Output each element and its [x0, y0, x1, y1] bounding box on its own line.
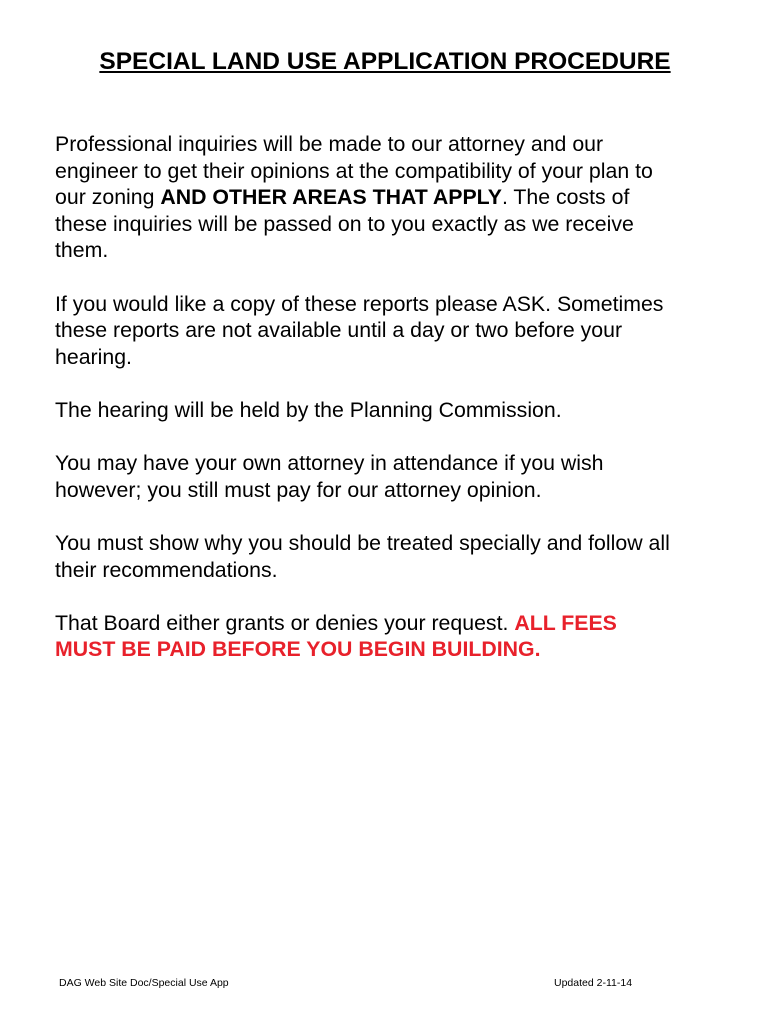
paragraph-1-line-5: them. [55, 238, 109, 263]
red-warning-text: ALL FEES [514, 610, 617, 635]
paragraph-1-line-3 [55, 184, 745, 211]
paragraph-2-line-1: If you would like a copy of these reports please ASK. Sometimes [55, 291, 664, 316]
paragraph-6-line-1 [55, 610, 745, 637]
paragraph-1-line-3-end: . The costs of [501, 185, 630, 210]
paragraph-6-line-1-start: That Board either grants or denies your request. [55, 610, 515, 635]
paragraph-1-line-4: these inquiries will be passed on to you exactly as we receive [55, 211, 634, 236]
paragraph-1-line-3-start: our zoning [55, 185, 161, 210]
paragraph-1-line-1: Professional inquiries will be made to our attorney and our [55, 132, 604, 156]
paragraph-4-line-1: You may have your own attorney in attendance if you wish [55, 451, 604, 476]
bold-emphasis: AND OTHER AREAS THAT APPLY [160, 185, 502, 210]
red-warning-line: MUST BE PAID BEFORE YOU BEGIN BUILDING. [55, 637, 541, 662]
paragraph-4-line-2: however; you still must pay for our attorney opinion. [55, 477, 542, 502]
footer-updated-date: Updated 2-11-14 [554, 977, 633, 989]
page-title: SPECIAL LAND USE APPLICATION PROCEDURE [99, 48, 671, 75]
paragraph-3-line-1: The hearing will be held by the Planning Commission. [55, 397, 562, 422]
paragraph-5-line-2: their recommendations. [55, 557, 278, 582]
paragraph-2-line-3: hearing. [55, 344, 132, 369]
footer-doc-reference: DAG Web Site Doc/Special Use App [59, 977, 229, 989]
paragraph-5-line-1: You must show why you should be treated specially and follow all [55, 530, 670, 555]
document-body [55, 131, 745, 663]
paragraph-2-line-2: these reports are not available until a day or two before your [55, 318, 623, 343]
paragraph-1-line-2: engineer to get their opinions at the compatibility of your plan to [55, 158, 653, 183]
